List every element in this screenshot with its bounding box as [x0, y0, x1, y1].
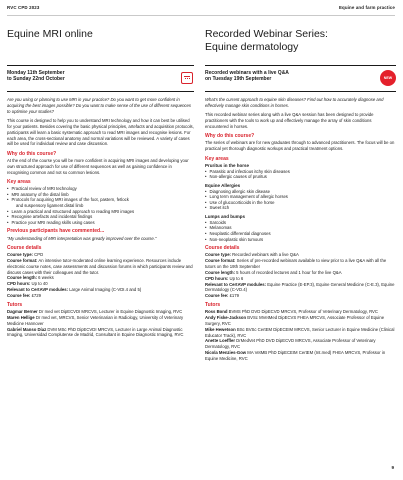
- why-heading: Why do this course?: [7, 150, 57, 157]
- course-title-line-2: Equine dermatology: [205, 40, 299, 53]
- tutor-credentials: Dr med vet DipECVDI MRCVS, Lecturer in Equine Diagnostic Imaging, RVC: [37, 308, 183, 314]
- course-dates: [205, 65, 396, 92]
- page-number: 9: [391, 465, 394, 470]
- cpd-hours-value: Up to 6: [228, 275, 244, 281]
- tutor-name: Maren Hellige: [7, 314, 35, 320]
- course-fee: [205, 293, 396, 299]
- cpd-hours-label: CPD hours:: [205, 275, 229, 281]
- tutor-entry: [205, 327, 396, 339]
- list-item: • Sarcoids: [205, 220, 396, 226]
- course-title: [205, 28, 396, 65]
- why-heading: Why do this course?: [205, 133, 255, 140]
- date-line-1: Recorded webinars with a live Q&A: [205, 70, 289, 76]
- calendar-icon: [181, 72, 193, 84]
- tutor-credentials: BVMS PhD DVD DipECVD MRCVS, Professor of Veterinary Dermatology, RVC: [227, 309, 378, 315]
- list-item: • Recognise artefacts and incidental findings: [7, 214, 194, 220]
- why-text: At the end of the course you will be more confident in acquiring MRI images and developing your own structured approach for use of different sequences as well as gaining confidence in recognising common and not so common lesions.: [7, 157, 189, 175]
- list-item: and suspensory ligament distal limb: [16, 202, 84, 208]
- header-left: RVC CPD 2023: [7, 5, 40, 10]
- description-text: This recorded webinar series along with a live Q&A session has been designed to provide practitioners with the tools to work up and effectively manage the array of skin conditions encountered in horses.: [205, 112, 374, 129]
- course-format-value: An intensive tutor-moderated online learning experience. Resources include electronic course notes, case assessments and discussion forums in which participants review and discuss cases with their colleagues and the tutor.: [7, 257, 193, 275]
- tutor-credentials: MA VetMB PhD DipECEIM CertEM (Int.med) FHEA MRCVS, Professor in Equine Medicine, RVC: [205, 350, 386, 361]
- course-format: [205, 258, 396, 270]
- certavp-label: Relevant to CertAVP modules:: [205, 281, 267, 287]
- course-format-value: Series of pre-recorded webinars available to view prior to a live Q&A with all the tutors on the 19th September: [205, 258, 387, 269]
- previous-participants-heading: Previous participants have commented...: [7, 228, 105, 235]
- course-title: [7, 28, 194, 65]
- list-item: • MRI anatomy of the distal limb: [7, 192, 194, 198]
- date-line-2: to Sunday 22nd October: [7, 76, 65, 83]
- new-badge: NEW: [380, 70, 396, 86]
- lumps-list: [205, 220, 396, 242]
- pruritus-list: [205, 169, 396, 180]
- intro-text: Are you using or planning to use MRI in your practice? Do you want to get more confident in acquiring the best images possible? Do you want to make sense of the use of different sequences to optimise your studies?: [7, 97, 192, 114]
- list-item: • Learn a practical and structured approach to reading MRI images: [7, 209, 194, 215]
- page-header: [7, 5, 395, 15]
- tutor-credentials: DrMedVet PhD DVD DipECVD MRCVS, Associate Professor of Veterinary Dermatology, RVC: [205, 338, 376, 350]
- course-equine-mri: [7, 28, 194, 338]
- tutor-entry: [7, 315, 194, 327]
- course-dates: [7, 65, 194, 92]
- list-item: • Protocols for acquiring MRI images of the foot, pastern, fetlock: [7, 197, 194, 203]
- list-item: • Use of glucocorticoids in the horse: [205, 200, 396, 206]
- course-fee-label: Course fee:: [205, 293, 229, 299]
- course-length-label: Course length:: [7, 275, 37, 281]
- header-right: Equine and farm practice: [338, 5, 395, 10]
- header-rule: [7, 15, 395, 16]
- course-type-value: CPD: [32, 252, 44, 258]
- course-fee-label: Course fee:: [7, 292, 31, 298]
- list-item: • Long term management of allergic horses: [205, 194, 396, 200]
- tutor-name: Andy Fiske-Jackson: [205, 315, 247, 321]
- allergies-list: [205, 189, 396, 211]
- tutor-credentials: BSc BVSc CertEM DipECEIM MRCVS, Senior Lecturer in Equine Medicine (Clinical Educator Track), RVC: [205, 326, 395, 338]
- certavp-modules: [205, 282, 396, 294]
- course-fee-value: £179: [228, 293, 240, 299]
- course-title-line-1: Recorded Webinar Series:: [205, 28, 328, 40]
- course-length-label: Course length:: [205, 269, 235, 275]
- key-areas-heading: Key areas: [7, 178, 31, 185]
- certavp-value: Large Animal Imaging (C-VDI.4 and 5): [68, 287, 142, 293]
- tutor-credentials: DVM MSc PhD DipECVDI MRCVS, Lecturer in Large Animal Diagnostic Imaging, Universidad Complutense de Madrid, Consultant in Equine Diagnostic Imaging, RVC: [7, 326, 184, 338]
- tutor-entry: [205, 350, 396, 362]
- lumps-heading: Lumps and bumps: [205, 213, 246, 219]
- date-line-2: on Tuesday 19th September: [205, 76, 272, 83]
- course-length-value: 5 hours of recorded lectures and 1 hour for the live Q&A: [235, 269, 342, 275]
- certavp-value: Equine Practice (E-EP.3), Equine General Medicine (C-E.3), Equine Dermatology (C-VD.4): [205, 281, 395, 293]
- tutor-entry: [7, 327, 194, 339]
- tutors-heading: Tutors: [7, 301, 23, 308]
- tutor-name: Gabriel Manso Díaz: [7, 326, 47, 332]
- tutor-entry: [205, 338, 396, 350]
- course-details-heading: Course details: [7, 244, 42, 251]
- course-body: [205, 97, 396, 362]
- course-format-label: Course format:: [7, 257, 38, 263]
- intro-text: What's the current approach to equine skin diseases? Find out how to accurately diagnose and effectively manage skin conditions in horses.: [205, 97, 384, 108]
- tutor-name: Mike Hewetson: [205, 326, 236, 332]
- list-item: • Parasitic and infectious itchy skin diseases: [205, 169, 396, 175]
- list-item: • Diagnosing allergic skin disease: [205, 189, 396, 195]
- cpd-hours-label: CPD hours:: [7, 281, 31, 287]
- why-text: The series of webinars are for new graduates through to advanced practitioners. The focus will be on practical yet thorough diagnostic workups and practical treatment options.: [205, 140, 395, 152]
- list-item: • Non-neoplastic skin tumours: [205, 237, 396, 243]
- course-equine-dermatology: [205, 28, 396, 362]
- tutor-entry: [205, 315, 396, 327]
- course-fee-value: £729: [30, 292, 42, 298]
- tutor-credentials: BVSc MVetMed DipECVS FHEA MRCVS, Associate Professor of Equine Surgery, RVC: [205, 315, 385, 326]
- course-body: [7, 97, 194, 338]
- list-item: • Practical review of MRI technology: [7, 186, 194, 192]
- course-title-text: Equine MRI online: [7, 28, 93, 40]
- course-length-value: 6 weeks: [37, 275, 54, 281]
- course-type-value: Recorded webinars with a live Q&A: [230, 252, 299, 258]
- course-format: [7, 258, 194, 276]
- tutor-name: Ross Bond: [205, 309, 228, 315]
- tutor-name: Anette Loeffler: [205, 338, 235, 344]
- tutor-credentials: Dr med vet, MRCVS, Senior Veterinarian in Radiology, University of Veterinary Medicine Hannover: [7, 314, 184, 326]
- list-item: • Melanomas: [205, 225, 396, 231]
- course-details-heading: Course details: [205, 245, 240, 252]
- key-areas-list: [7, 186, 194, 225]
- list-item: • Practice your MRI reading skills using cases: [7, 220, 194, 226]
- tutors-heading: Tutors: [205, 302, 221, 309]
- course-type-label: Course type:: [7, 252, 33, 258]
- date-line-1: Monday 11th September: [7, 70, 65, 76]
- list-item: • Non-allergic causes of pruritus: [205, 174, 396, 180]
- pruritus-heading: Pruritus in the horse: [205, 162, 250, 168]
- description-text: This course is designed to help you to understand MRI technology and how it can best be utilised for your patients. Besides covering the basic physical principles, artefacts and acquisition protocols, participants will learn a basic systematic approach to read MRI images and recognise lesions. For each area, the cross-sectional anatomy and normal variations will be reviewed. A variety of cases will be used for individual review and case discussion.: [7, 118, 194, 147]
- list-item: • Sweet itch: [205, 205, 396, 211]
- tutor-name: Dagmar Berner: [7, 308, 38, 314]
- key-areas-heading: Key areas: [205, 155, 229, 162]
- course-fee: [7, 293, 194, 299]
- course-type-label: Course type:: [205, 252, 231, 258]
- tutor-name: Nicola Menzies-Gow: [205, 350, 247, 356]
- certavp-label: Relevant to CertAVP modules:: [7, 287, 69, 293]
- cpd-hours-value: Up to 40: [30, 281, 48, 287]
- course-format-label: Course format:: [205, 258, 236, 264]
- participant-quote: "My understanding of MRI interpretation was greatly improved over the course.": [7, 235, 157, 241]
- allergies-heading: Equine Allergies: [205, 182, 241, 188]
- list-item: • Neoplastic differential diagnoses: [205, 231, 396, 237]
